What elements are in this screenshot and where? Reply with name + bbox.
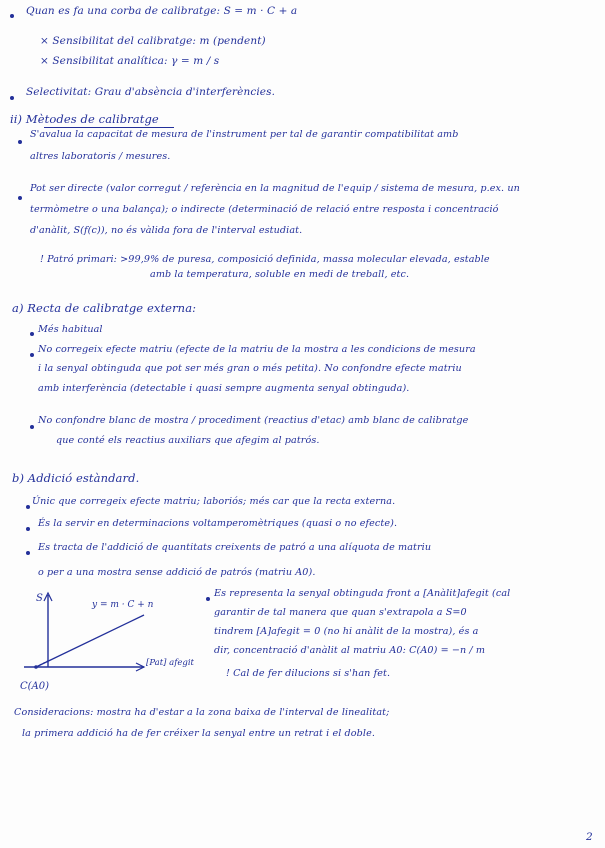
bullet-dot	[30, 425, 34, 429]
text-line-interference: amb interferència (detectable i quasi sempre augmenta senyal obtinguda).	[38, 383, 410, 394]
text-line-calibration-curve: Quan es fa una corba de calibratge: S = m · C + a	[26, 5, 298, 17]
bullet-dot	[26, 527, 30, 531]
equation-label: y = m · C + n	[92, 600, 154, 610]
text-line-sample-blank: No confondre blanc de mostra / procediment (reactius d'etac) amb blanc de calibratge	[38, 415, 469, 426]
text-line-considerations: Consideracions: mostra ha d'estar a la zona baixa de l'interval de linealitat;	[14, 707, 390, 718]
bullet-dot	[26, 505, 30, 509]
text-line-auxiliary-reagents: que conté els reactius auxiliars que afegim al patrós.	[56, 435, 320, 446]
bullet-dot	[10, 14, 14, 18]
text-line-other-labs: altres laboratoris / mesures.	[30, 151, 171, 162]
intercept-point	[34, 665, 38, 669]
text-line-no-analyte: tindrem [A]afegit = 0 (no hi anàlit de la mostra), és a	[214, 626, 479, 637]
section-heading-calibration-methods: ii) Mètodes de calibratge	[10, 112, 159, 126]
bullet-dot	[30, 353, 34, 357]
text-line-selectivity: Selectivitat: Grau d'absència d'interferències.	[26, 86, 276, 98]
bullet-dot	[30, 332, 34, 336]
text-line-extrapolate: garantir de tal manera que quan s'extrapola a S=0	[214, 607, 467, 618]
text-line-analytical-sensitivity: × Sensibilitat analítica: γ = m / s	[40, 55, 220, 67]
page-number: 2	[586, 831, 593, 843]
intercept-label: C(A0)	[20, 681, 50, 692]
text-line-primary-standard: ! Patró primari: >99,9% de puresa, composició definida, massa molecular elevada, estable	[40, 254, 490, 265]
text-line-signal-vs-analyte: Es representa la senyal obtinguda front a [Anàlit]afegit (cal	[214, 588, 511, 599]
text-line-concentration-formula: dir, concentració d'anàlit al matriu A0: C(A0) = −n / m	[214, 645, 486, 656]
subsection-heading-standard-addition: b) Addició estàndard.	[12, 471, 140, 485]
bullet-dot	[18, 196, 22, 200]
bullet-dot	[10, 96, 14, 100]
text-line-primary-standard-cont: amb la temperatura, soluble en medi de treball, etc.	[150, 269, 410, 280]
text-line-indirect-calibration: termòmetre o una balança); o indirecte (determinació de relació entre resposta i concentració	[30, 204, 499, 215]
text-line-matrix-a0: o per a una mostra sense addició de patrós (matriu A0).	[38, 567, 316, 578]
subsection-heading-external-curve: a) Recta de calibratge externa:	[12, 301, 197, 315]
text-line-voltammetric: És la servir en determinacions voltamperomètriques (quasi o no efecte).	[38, 518, 398, 529]
bullet-dot	[18, 140, 22, 144]
text-line-signal-obtained: i la senyal obtinguda que pot ser més gran o més petita). No confondre efecte matriu	[38, 363, 462, 374]
text-line-only-matrix-correction: Únic que corregeix efecte matriu; laboriós; més car que la recta externa.	[32, 496, 396, 507]
text-line-calibration-sensitivity: × Sensibilitat del calibratge: m (pendent)	[40, 35, 266, 47]
text-line-dilutions: ! Cal de fer dilucions si s'han fet.	[226, 668, 391, 679]
y-axis-label: S	[36, 593, 43, 604]
text-line-increasing-additions: Es tracta de l'addició de quantitats creixents de patró a una alíquota de matriu	[38, 542, 432, 553]
text-line-no-matrix-correction: No corregeix efecte matriu (efecte de la matriu de la mostra a les condicions de mesura	[38, 344, 476, 355]
bullet-dot	[206, 597, 210, 601]
regression-line	[36, 615, 144, 667]
text-line-evaluation: S'avalua la capacitat de mesura de l'instrument per tal de garantir compatibilitat amb	[30, 129, 459, 140]
text-line-direct-calibration: Pot ser directe (valor corregut / referència en la magnitud de l'equip / sistema de mesura, p.ex. un	[30, 183, 520, 194]
text-line-most-common: Més habitual	[38, 324, 103, 335]
bullet-dot	[26, 551, 30, 555]
text-line-validity-interval: d'anàlit, S(f(c)), no és vàlida fora de l'interval estudiat.	[30, 225, 303, 236]
standard-addition-graph	[14, 585, 214, 695]
x-axis-label: [Pat] afegit	[146, 658, 194, 668]
text-line-first-addition: la primera addició ha de fer créixer la senyal entre un retrat i el doble.	[22, 728, 376, 739]
